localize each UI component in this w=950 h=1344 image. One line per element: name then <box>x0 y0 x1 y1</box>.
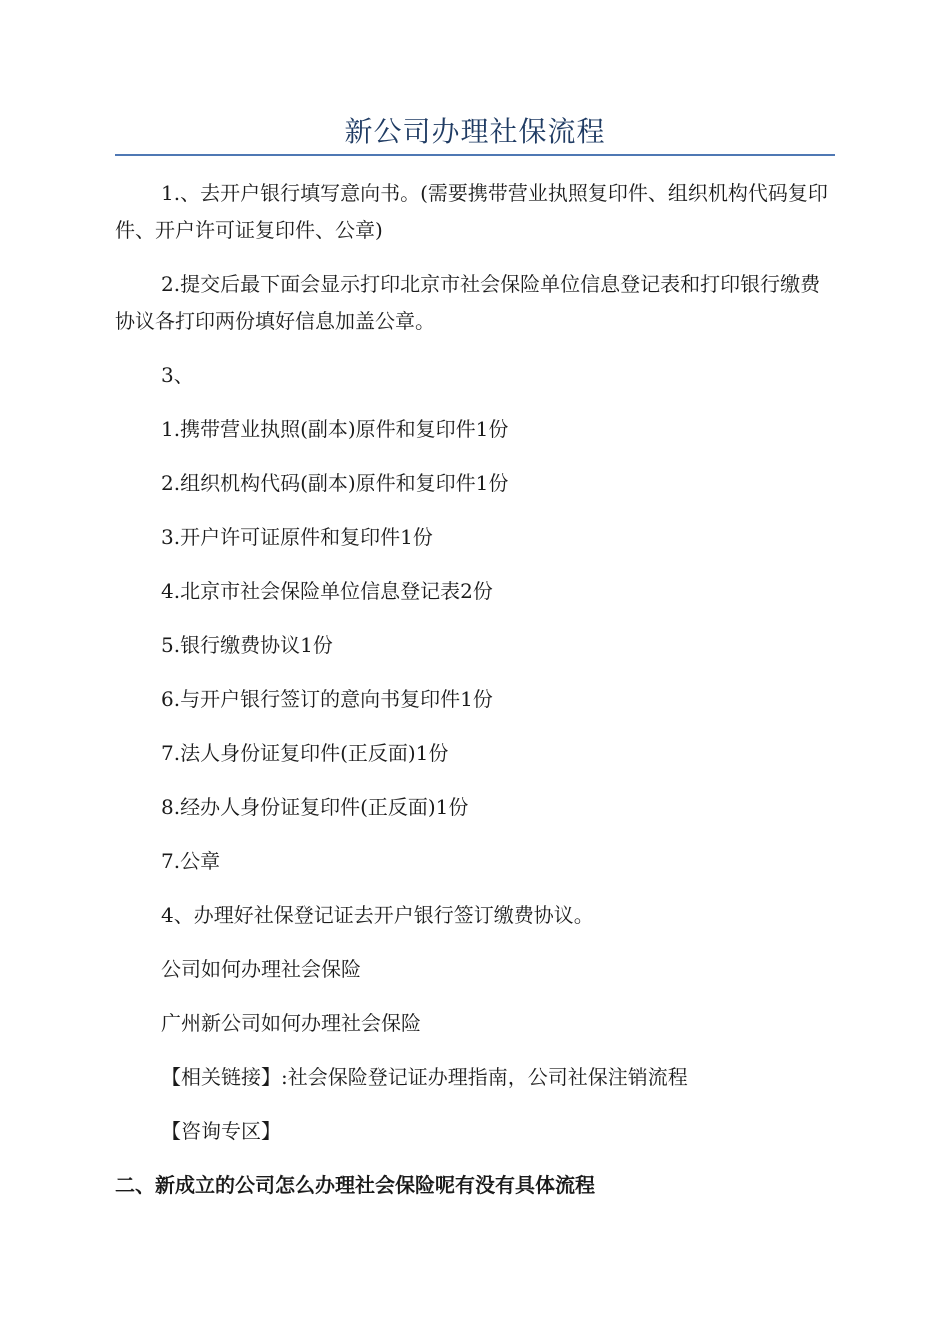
paragraph-step-2: 2.提交后最下面会显示打印北京市社会保险单位信息登记表和打印银行缴费协议各打印两份填好信息加盖公章。 <box>115 272 821 333</box>
list-item: 4.北京市社会保险单位信息登记表2份 <box>161 579 493 603</box>
consult-section: 【咨询专区】 <box>161 1119 281 1143</box>
document-body <box>115 175 835 1204</box>
list-item: 3.开户许可证原件和复印件1份 <box>161 525 433 549</box>
list-item: 8.经办人身份证复印件(正反面)1份 <box>161 795 469 819</box>
related-links: 【相关链接】:社会保险登记证办理指南，公司社保注销流程 <box>161 1065 688 1089</box>
title-underline <box>115 154 835 156</box>
list-item: 5.银行缴费协议1份 <box>161 633 333 657</box>
document-title: 新公司办理社保流程 <box>344 115 606 148</box>
paragraph-step-1: 1.、去开户银行填写意向书。(需要携带营业执照复印件、组织机构代码复印件、开户许可证复印件、公章) <box>115 181 828 242</box>
paragraph-guangzhou: 广州新公司如何办理社会保险 <box>161 1011 421 1035</box>
paragraph-step-4: 4、办理好社保登记证去开户银行签订缴费协议。 <box>161 903 594 927</box>
list-item: 7.法人身份证复印件(正反面)1份 <box>161 741 449 765</box>
paragraph-how-to: 公司如何办理社会保险 <box>161 957 361 981</box>
list-item: 7.公章 <box>161 849 221 873</box>
paragraph-step-3: 3、 <box>161 363 194 387</box>
list-item: 6.与开户银行签订的意向书复印件1份 <box>161 687 493 711</box>
list-item: 1.携带营业执照(副本)原件和复印件1份 <box>161 417 509 441</box>
section-heading: 二、新成立的公司怎么办理社会保险呢有没有具体流程 <box>115 1173 595 1197</box>
list-item: 2.组织机构代码(副本)原件和复印件1份 <box>161 471 509 495</box>
